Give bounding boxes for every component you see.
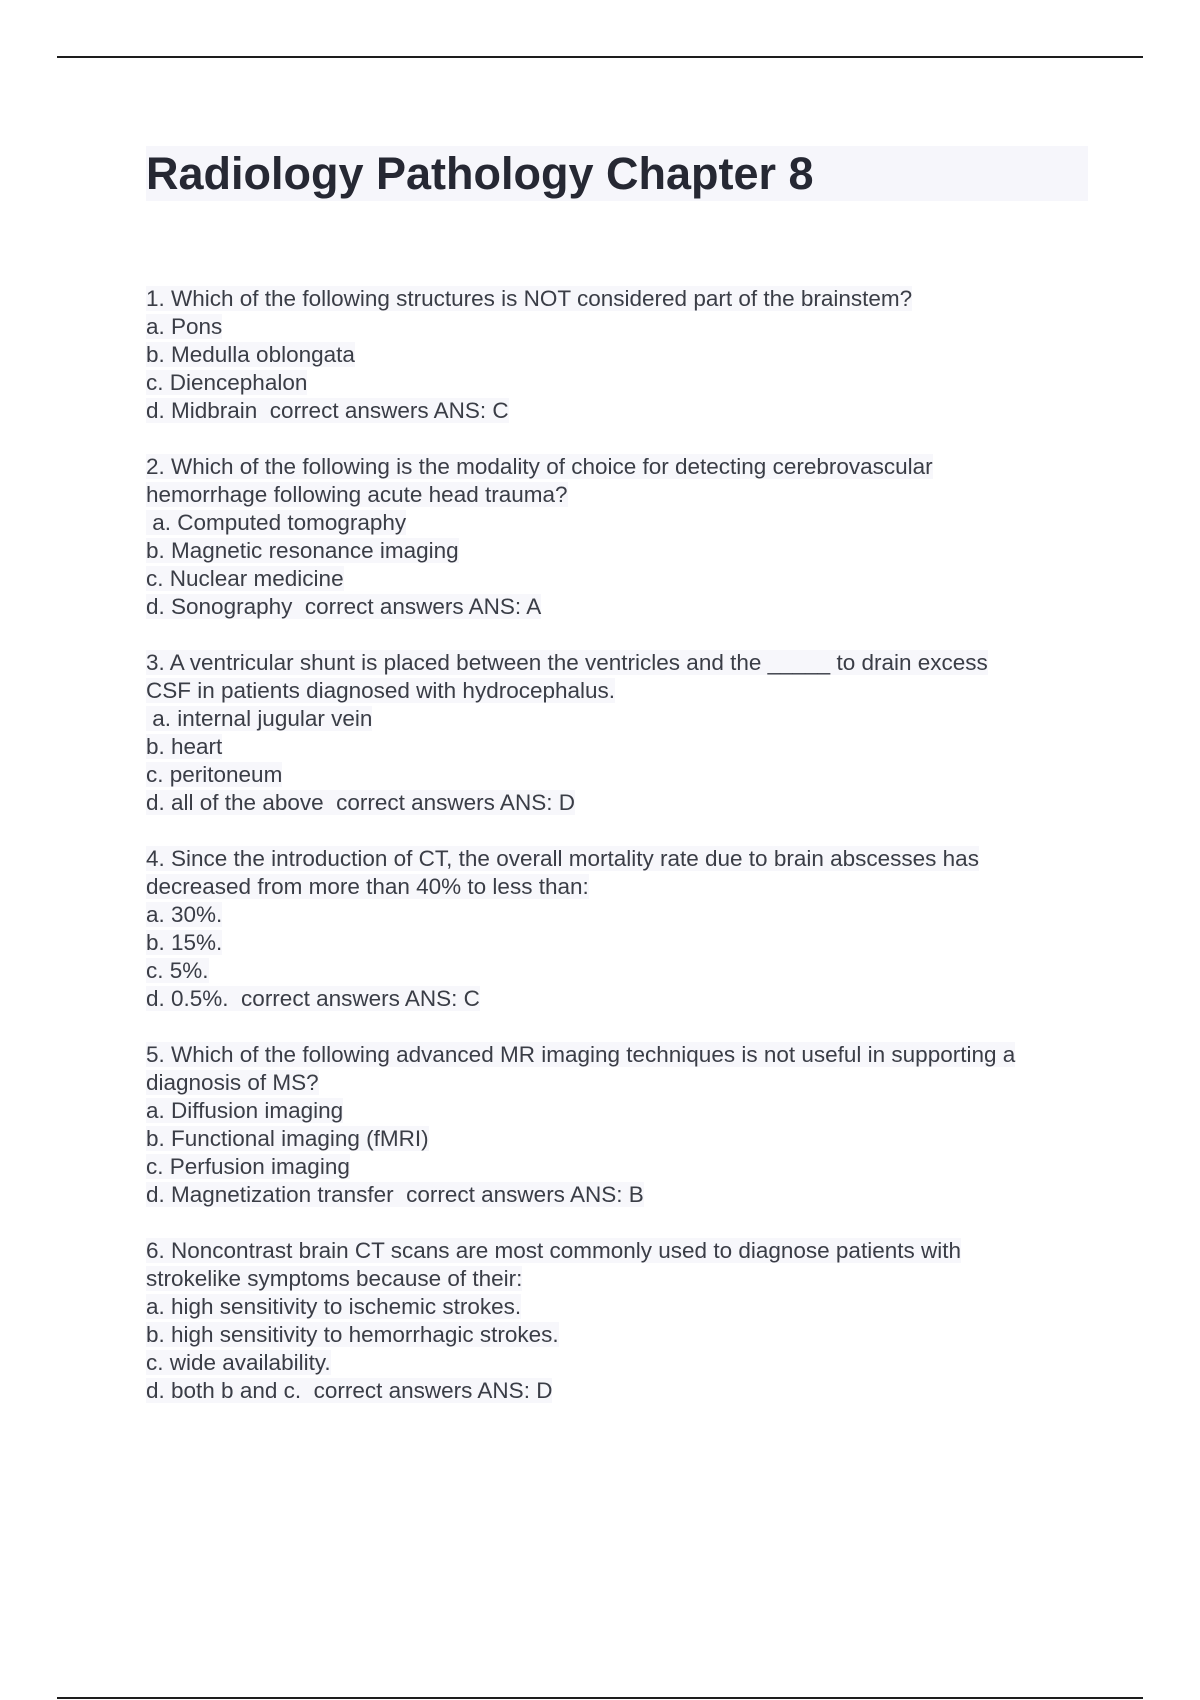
question-line-text: c. Nuclear medicine xyxy=(146,566,344,591)
question-line xyxy=(146,1265,1096,1293)
question-line-text: b. Functional imaging (fMRI) xyxy=(146,1126,429,1151)
question-line xyxy=(146,1181,1096,1209)
question-line-text: d. Sonography correct answers ANS: A xyxy=(146,594,542,619)
header-rule xyxy=(57,56,1143,58)
question-line xyxy=(146,565,1096,593)
question-text xyxy=(146,649,1096,677)
question-block xyxy=(146,453,1096,621)
footer-rule xyxy=(57,1697,1143,1699)
question-line xyxy=(146,1293,1096,1321)
question-line-text: a. Diffusion imaging xyxy=(146,1098,344,1123)
question-line-text: a. high sensitivity to ischemic strokes. xyxy=(146,1294,522,1319)
question-line xyxy=(146,313,1096,341)
question-line xyxy=(146,705,1096,733)
question-line-text: a. 30%. xyxy=(146,902,223,927)
question-line-text: a. Computed tomography xyxy=(146,510,407,535)
question-line-text: 1. Which of the following structures is NOT considered part of the brainstem? xyxy=(146,286,913,311)
question-line-text: d. Magnetization transfer correct answers ANS: B xyxy=(146,1182,644,1207)
question-line xyxy=(146,341,1096,369)
document-title: Radiology Pathology Chapter 8 xyxy=(146,148,814,199)
question-line xyxy=(146,1069,1096,1097)
question-line-text: a. Pons xyxy=(146,314,223,339)
question-line-text: d. all of the above correct answers ANS: D xyxy=(146,790,575,815)
question-line xyxy=(146,1097,1096,1125)
question-line xyxy=(146,509,1096,537)
question-line xyxy=(146,985,1096,1013)
question-line xyxy=(146,789,1096,817)
question-line-text: 5. Which of the following advanced MR imaging techniques is not useful in supporting a xyxy=(146,1042,1016,1067)
question-line xyxy=(146,901,1096,929)
question-line-text: d. both b and c. correct answers ANS: D xyxy=(146,1378,553,1403)
question-line-text: c. 5%. xyxy=(146,958,209,983)
question-line-text: 2. Which of the following is the modality of choice for detecting cerebrovascular xyxy=(146,454,933,479)
question-line-text: b. Medulla oblongata xyxy=(146,342,355,367)
question-line xyxy=(146,369,1096,397)
question-line xyxy=(146,957,1096,985)
question-line xyxy=(146,397,1096,425)
question-block xyxy=(146,649,1096,817)
question-line xyxy=(146,733,1096,761)
question-line xyxy=(146,1153,1096,1181)
question-line-text: hemorrhage following acute head trauma? xyxy=(146,482,568,507)
question-line xyxy=(146,1321,1096,1349)
question-text xyxy=(146,845,1096,873)
question-block xyxy=(146,285,1096,425)
question-line xyxy=(146,537,1096,565)
question-line-text: c. wide availability. xyxy=(146,1350,331,1375)
question-text xyxy=(146,1237,1096,1265)
question-line xyxy=(146,593,1096,621)
question-line xyxy=(146,481,1096,509)
question-line-text: c. peritoneum xyxy=(146,762,283,787)
question-line-text: diagnosis of MS? xyxy=(146,1070,319,1095)
question-text xyxy=(146,453,1096,481)
question-list xyxy=(146,285,1096,1433)
question-line xyxy=(146,873,1096,901)
question-block xyxy=(146,845,1096,1013)
question-line xyxy=(146,1349,1096,1377)
question-line-text: c. Diencephalon xyxy=(146,370,308,395)
question-line-text: a. internal jugular vein xyxy=(146,706,373,731)
question-line-text: b. heart xyxy=(146,734,223,759)
question-line-text: d. Midbrain correct answers ANS: C xyxy=(146,398,509,423)
question-text xyxy=(146,1041,1096,1069)
question-line-text: b. 15%. xyxy=(146,930,223,955)
question-line-text: b. high sensitivity to hemorrhagic strokes. xyxy=(146,1322,559,1347)
question-line-text: 6. Noncontrast brain CT scans are most commonly used to diagnose patients with xyxy=(146,1238,961,1263)
question-line xyxy=(146,761,1096,789)
question-line-text: b. Magnetic resonance imaging xyxy=(146,538,459,563)
question-block xyxy=(146,1041,1096,1209)
question-text xyxy=(146,285,1096,313)
question-block xyxy=(146,1237,1096,1405)
question-line xyxy=(146,677,1096,705)
question-line-text: CSF in patients diagnosed with hydrocephalus. xyxy=(146,678,616,703)
question-line-text: 3. A ventricular shunt is placed between the ventricles and the _____ to drain excess xyxy=(146,650,988,675)
question-line-text: strokelike symptoms because of their: xyxy=(146,1266,523,1291)
question-line-text: d. 0.5%. correct answers ANS: C xyxy=(146,986,480,1011)
question-line-text: decreased from more than 40% to less than: xyxy=(146,874,589,899)
question-line-text: c. Perfusion imaging xyxy=(146,1154,350,1179)
question-line xyxy=(146,1377,1096,1405)
question-line xyxy=(146,929,1096,957)
question-line-text: 4. Since the introduction of CT, the overall mortality rate due to brain abscesses has xyxy=(146,846,979,871)
question-line xyxy=(146,1125,1096,1153)
